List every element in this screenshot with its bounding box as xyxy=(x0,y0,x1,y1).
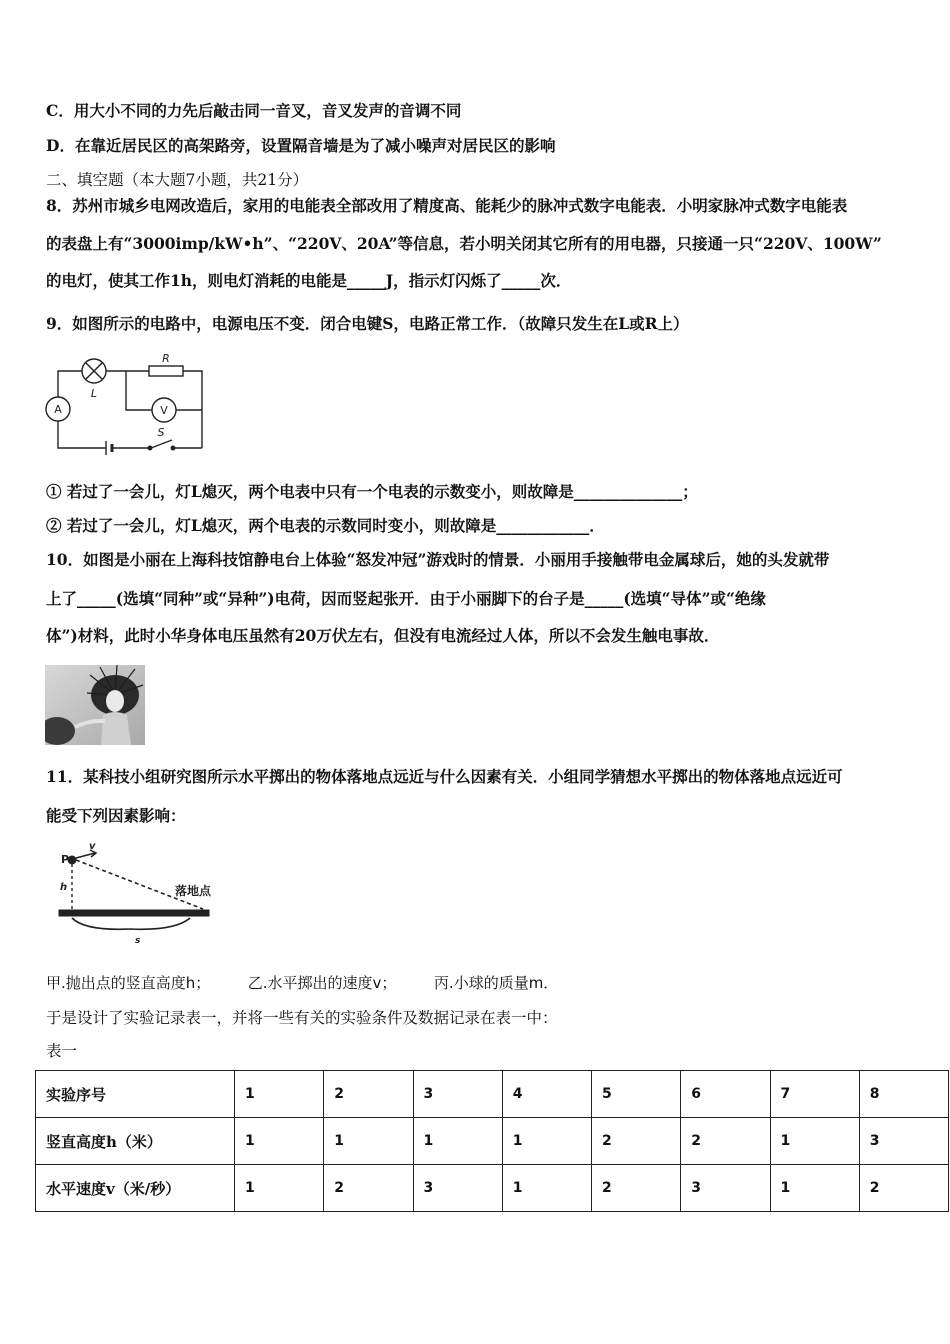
q10-line-3: 体”)材料，此时小华身体电压虽然有20万伏左右，但没有电流经过人体，所以不会发生触电事故． xyxy=(46,626,720,645)
table-title: 表一 xyxy=(46,1042,78,1060)
table-cell: 2 xyxy=(592,1118,681,1165)
voltmeter-label: V xyxy=(160,404,168,417)
table-cell: 2 xyxy=(592,1165,681,1212)
table-cell: 1 xyxy=(413,1118,502,1165)
table-cell: 1 xyxy=(235,1118,324,1165)
table-cell: 3 xyxy=(413,1071,502,1118)
table-cell: 1 xyxy=(770,1165,859,1212)
table-cell: 2 xyxy=(859,1165,948,1212)
option-d: D．在靠近居民区的高架路旁，设置隔音墙是为了减小噪声对居民区的影响 xyxy=(46,136,556,155)
option-c: C．用大小不同的力先后敲击同一音叉，音叉发声的音调不同 xyxy=(46,101,462,120)
table-cell: 8 xyxy=(859,1071,948,1118)
table-cell: 3 xyxy=(859,1118,948,1165)
q10-line-1: 10．如图是小丽在上海科技馆静电台上体验“怒发冲冠”游戏时的情景．小丽用手接触带电金属球后，她的头发就带 xyxy=(46,550,830,569)
point-label: P xyxy=(61,853,70,866)
table-row xyxy=(36,1071,949,1118)
table-cell: 1 xyxy=(235,1071,324,1118)
factor-list: 甲.抛出点的竖直高度h； 乙.水平掷出的速度v； 丙.小球的质量m． xyxy=(46,974,559,992)
section-heading: 二、填空题（本大题7小题，共21分） xyxy=(46,171,309,189)
resistor-label: R xyxy=(162,352,170,365)
table-cell: 2 xyxy=(681,1118,770,1165)
q11-line-1: 11．某科技小组研究图所示水平掷出的物体落地点远近与什么因素有关．小组同学猜想水平掷出的物体落地点远近可 xyxy=(46,767,843,786)
q9-part-1: ① 若过了一会儿，灯L熄灭，两个电表中只有一个电表的示数变小，则故障是______________； xyxy=(46,482,698,501)
q9-part-2: ② 若过了一会儿，灯L熄灭，两个电表的示数同时变小，则故障是____________． xyxy=(46,516,605,535)
table-cell: 1 xyxy=(502,1118,591,1165)
table-cell: 2 xyxy=(324,1165,413,1212)
table-cell: 2 xyxy=(324,1071,413,1118)
q10-line-2: 上了_____(选填“同种”或“异种”)电荷，因而竖起张开．由于小丽脚下的台子是_____(选填“导体”或“绝缘 xyxy=(46,589,766,608)
circuit-diagram xyxy=(44,352,209,457)
table-row xyxy=(36,1165,949,1212)
table-cell: 7 xyxy=(770,1071,859,1118)
q8-line-3: 的电灯，使其工作1h，则电灯消耗的电能是_____J，指示灯闪烁了_____次． xyxy=(46,271,572,290)
switch-label: S xyxy=(157,426,165,439)
landing-point-label: 落地点 xyxy=(175,884,212,898)
row-header: 竖直高度h（米） xyxy=(36,1118,235,1165)
table-cell: 3 xyxy=(681,1165,770,1212)
row-header: 水平速度v（米/秒） xyxy=(36,1165,235,1212)
q9-text: 9．如图所示的电路中，电源电压不变．闭合电键S，电路正常工作．（故障只发生在L或R上） xyxy=(46,314,689,333)
table-cell: 3 xyxy=(413,1165,502,1212)
table-cell: 1 xyxy=(235,1165,324,1212)
height-label: h xyxy=(60,882,68,893)
static-hair-photo xyxy=(45,665,145,745)
lamp-label: L xyxy=(90,387,98,400)
table-cell: 4 xyxy=(502,1071,591,1118)
velocity-label: v xyxy=(89,843,96,852)
table-cell: 1 xyxy=(324,1118,413,1165)
table-row xyxy=(36,1118,949,1165)
table-cell: 1 xyxy=(770,1118,859,1165)
table-cell: 1 xyxy=(502,1165,591,1212)
distance-label: s xyxy=(135,936,141,946)
ammeter-label: A xyxy=(54,403,62,416)
table-cell: 5 xyxy=(592,1071,681,1118)
table-cell: 6 xyxy=(681,1071,770,1118)
q8-line-2: 的表盘上有“3000imp/kW•h”、“220V、20A”等信息，若小明关闭其它所有的用电器，只接通一只“220V、100W” xyxy=(46,234,882,253)
design-text: 于是设计了实验记录表一，并将一些有关的实验条件及数据记录在表一中： xyxy=(46,1009,558,1027)
row-header: 实验序号 xyxy=(36,1071,235,1118)
projectile-diagram xyxy=(55,843,230,948)
q8-line-1: 8．苏州市城乡电网改造后，家用的电能表全部改用了精度高、能耗少的脉冲式数字电能表．小明家脉冲式数字电能表 xyxy=(46,196,848,215)
q11-line-2: 能受下列因素影响： xyxy=(46,806,186,825)
data-table xyxy=(35,1070,949,1212)
